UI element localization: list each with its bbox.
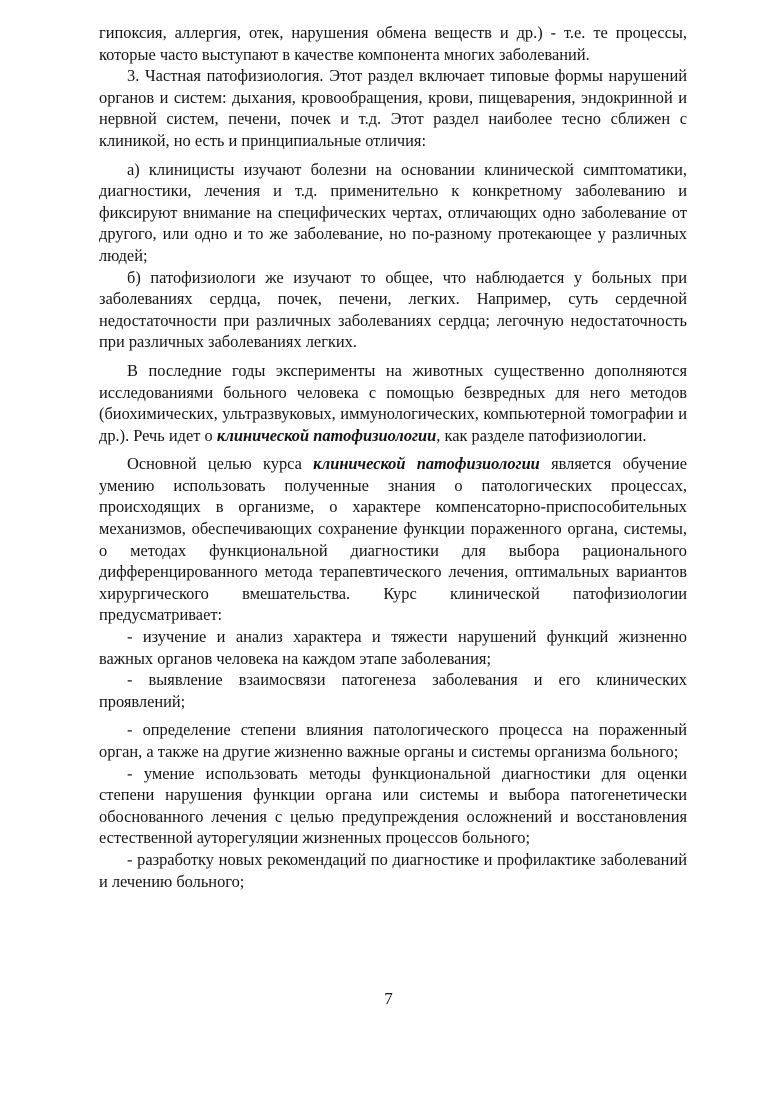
document-body (99, 22, 687, 892)
list-item-4: - умение использовать методы функциональной диагностики для оценки степени нарушения функции органа или системы и выбора патогенетически обоснованного лечения с целью предупреждения осложнений и восстановления естественной ауторегуляции жизненных процессов больного; (99, 763, 687, 848)
emphasis-term: клинической патофизиологии (313, 454, 540, 474)
paragraph-text: Основной целью курса (127, 454, 314, 474)
emphasis-term: клинической патофизиологии (216, 425, 437, 445)
paragraph-section-3: 3. Частная патофизиология. Этот раздел включает типовые формы нарушений органов и систем: дыхания, кровообращения, крови, пищеварения, эндокринной и нервной систем, печени, почек и т.д. Этот раздел наиболее тесно сближен с клиникой, но есть и принципиальные отличия: (99, 66, 687, 150)
paragraph-point-b: б) патофизиологи же изучают то общее, что наблюдается у больных при заболеваниях сердца, почек, печени, легких. Например, суть сердечной недостаточности при различных заболеваниях сердца; легочную недостаточность при различных заболеваниях легких. (99, 267, 687, 352)
paragraph-intro-continuation: гипоксия, аллергия, отек, нарушения обмена веществ и др.) - т.е. те процессы, которые часто выступают в качестве компонента многих заболеваний. (99, 23, 687, 64)
list-item-3: - определение степени влияния патологического процесса на пораженный орган, а также на другие жизненно важные органы и системы организма больного; (99, 720, 687, 761)
paragraph-recent-years (99, 360, 687, 446)
paragraph-text: , как разделе патофизиологии. (436, 425, 647, 445)
list-item-2: - выявление взаимосвязи патогенеза заболевания и его клинических проявлений; (99, 670, 687, 711)
paragraph-point-a: а) клиницисты изучают болезни на основании клинической симптоматики, диагностики, лечения и т.д. применительно к конкретному заболеванию и фиксируют внимание на специфических чертах, отличающих одно заболевание от другого, или одно и то же заболевание, но по-разному протекающее у различных людей; (99, 159, 687, 265)
page-number: 7 (384, 989, 393, 1008)
list-item-1: - изучение и анализ характера и тяжести нарушений функций жизненно важных органов человека на каждом этапе заболевания; (99, 627, 687, 668)
list-item-5: - разработку новых рекомендаций по диагностике и профилактике заболеваний и лечению больного; (99, 849, 687, 891)
paragraph-text: В последние годы эксперименты на животных существенно дополняются исследованиями больного человека с помощью безвредных для него методов (биохимических, ультразвуковых, иммунологических, компьютерной томографии и др.). Речь идет о (99, 360, 687, 445)
paragraph-text: является обучение умению использовать полученные знания о патологических процессах, происходящих в организме, о характере компенсаторно-приспособительных механизмов, обеспечивающих сохранение функции пораженного органа, системы, о методах функциональной диагностики для выбора рационального дифференцированного метода терапевтического лечения, оптимальных вариантов хирургического вмешательства. Курс клинической патофизиологии предусматривает: (99, 454, 688, 625)
paragraph-course-goal (99, 453, 687, 626)
